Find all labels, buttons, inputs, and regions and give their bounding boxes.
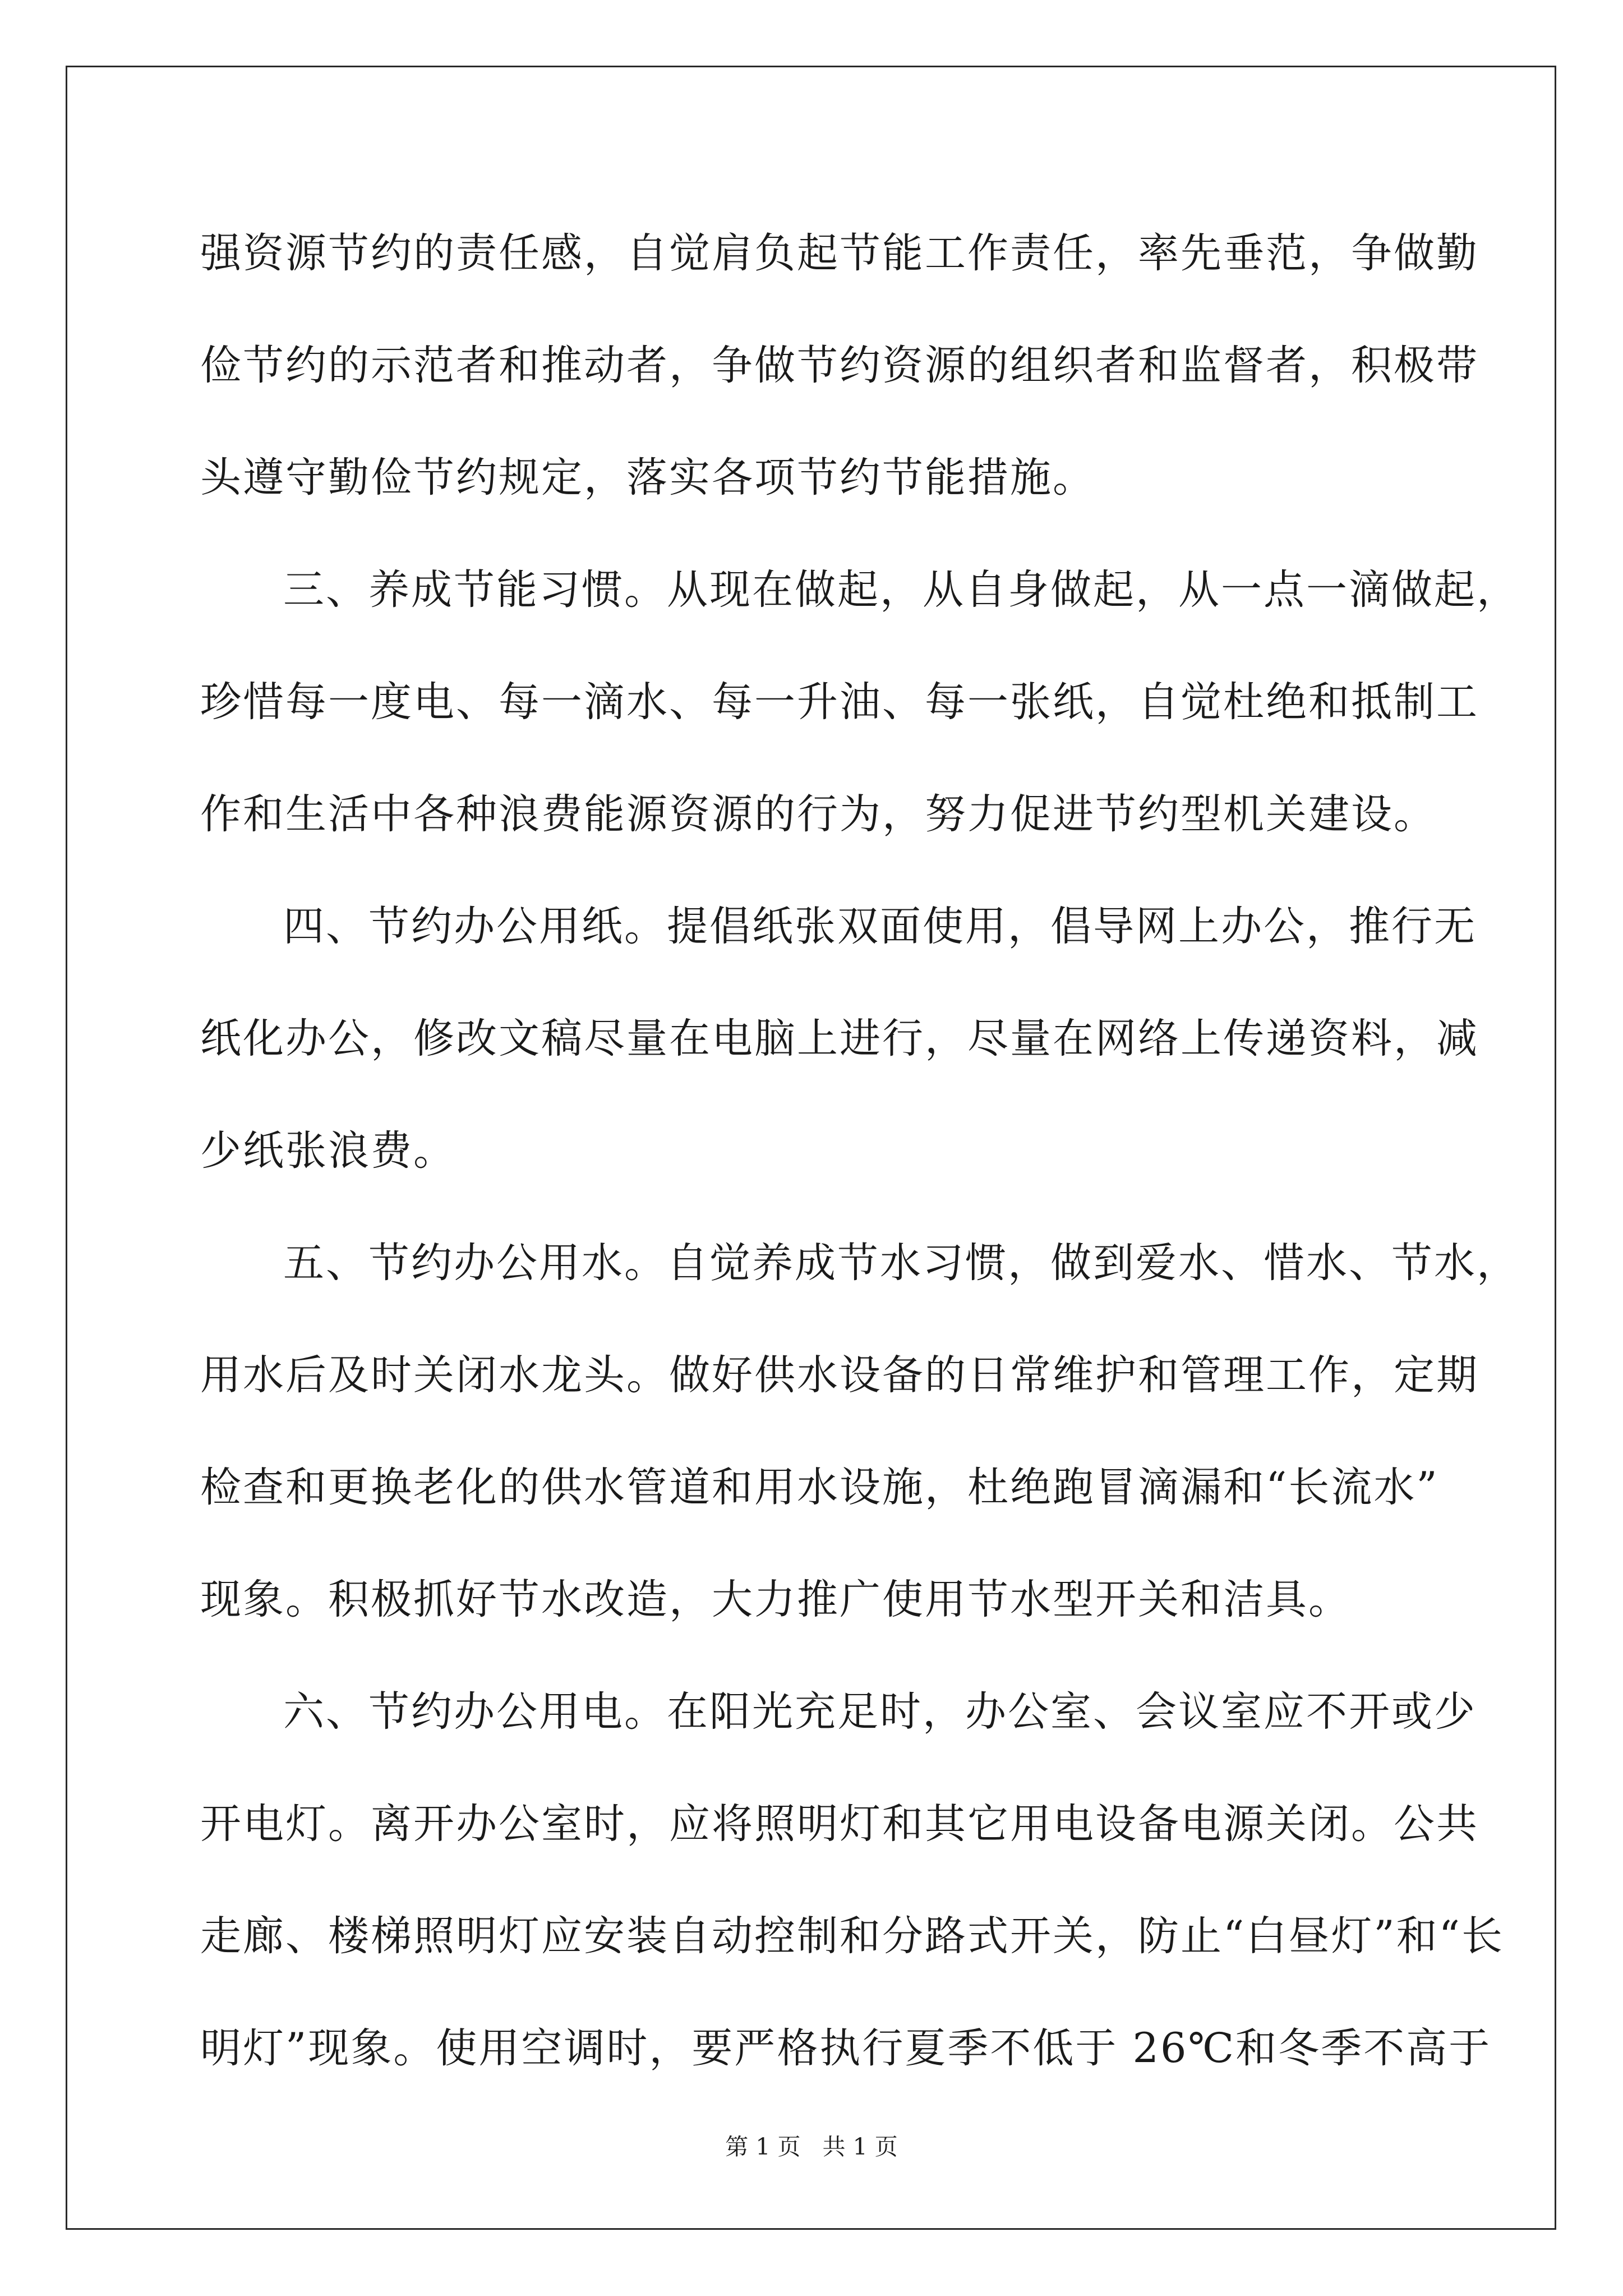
text-line: 纸化办公，修改文稿尽量在电脑上进行，尽量在网络上传递资料，减 xyxy=(200,1015,1479,1062)
text-line: 检查和更换老化的供水管道和用水设施，杜绝跑冒滴漏和“长流水” xyxy=(200,1464,1439,1511)
text-line: 明灯”现象。使用空调时，要严格执行夏季不低于 26℃和冬季不高于 xyxy=(200,2024,1492,2072)
page-number-footer: 第 1 页 共 1 页 xyxy=(725,2133,898,2160)
text-line: 作和生活中各种浪费能源资源的行为，努力促进节约型机关建设。 xyxy=(200,790,1436,838)
text-line: 用水后及时关闭水龙头。做好供水设备的日常维护和管理工作，定期 xyxy=(200,1351,1479,1399)
text-line: 开电灯。离开办公室时，应将照明灯和其它用电设备电源关闭。公共 xyxy=(200,1800,1479,1848)
text-line: 走廊、楼梯照明灯应安装自动控制和分路式开关，防止“白昼灯”和“长 xyxy=(200,1912,1504,1960)
text-line: 头遵守勤俭节约规定，落实各项节约节能措施。 xyxy=(200,454,1095,501)
paragraph-heading-line: 五、节约办公用水。自觉养成节水习惯，做到爱水、惜水、节水， xyxy=(283,1239,1519,1287)
text-line: 俭节约的示范者和推动者，争做节约资源的组织者和监督者，积极带 xyxy=(200,342,1479,389)
paragraph-heading-line: 四、节约办公用纸。提倡纸张双面使用，倡导网上办公，推行无 xyxy=(283,903,1477,950)
paragraph-heading-line: 六、节约办公用电。在阳光充足时，办公室、会议室应不开或少 xyxy=(283,1688,1477,1736)
paragraph-heading-line: 三、养成节能习惯。从现在做起，从自身做起，从一点一滴做起， xyxy=(283,566,1519,614)
text-line: 现象。积极抓好节水改造，大力推广使用节水型开关和洁具。 xyxy=(200,1576,1351,1623)
text-line: 强资源节约的责任感，自觉肩负起节能工作责任，率先垂范，争做勤 xyxy=(200,229,1479,277)
text-line: 少纸张浪费。 xyxy=(200,1127,456,1175)
text-line: 珍惜每一度电、每一滴水、每一升油、每一张纸，自觉杜绝和抵制工 xyxy=(200,678,1479,726)
